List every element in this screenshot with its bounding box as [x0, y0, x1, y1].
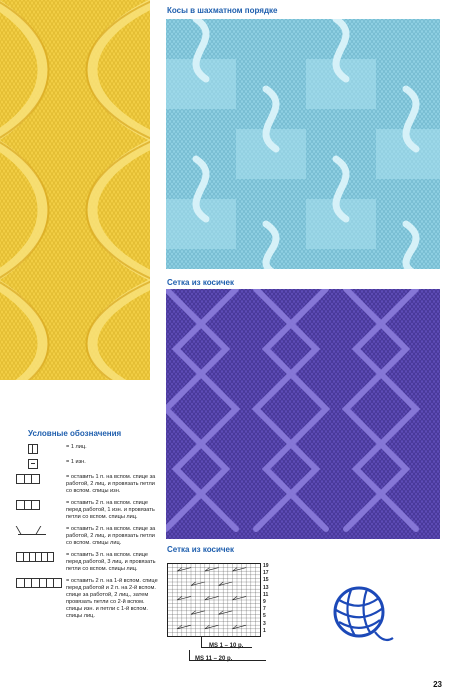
- legend-text: = оставить 2 п. на вспом. спице за работой, 2 лиц. и провязать петли со вспом. спицы лиц.: [66, 526, 156, 546]
- legend-title: Условные обозначения: [28, 429, 122, 438]
- cable-6-cross-symbol-icon: [16, 578, 62, 588]
- legend-item: [16, 459, 160, 469]
- legend-text: = 1 лиц.: [66, 444, 87, 450]
- chart-cable-cross-mark: [177, 568, 191, 572]
- chart-cable-cross-mark: [205, 568, 219, 572]
- ms-1-label: MS 1 – 10 р.: [209, 643, 244, 649]
- chart-grid: [167, 563, 261, 637]
- cable-2-left-symbol-icon: [16, 500, 40, 510]
- legend-text: = оставить 2 п. на 1-й вспом. спице перед работой и 2 п. на 2-й вспом. спице за работой, 2 лиц., затем провязать петли со 2-й вспом. спицы изн. и петли с 1-й вспом. спицы лиц.: [66, 578, 158, 619]
- legend-text: = оставить 1 п. на вспом. спице за работой, 2 лиц. и провязать петли со вспом. спицы изн.: [66, 474, 156, 494]
- chart-row-number: 19: [263, 563, 269, 569]
- section-title-cable-lattice-chart: Сетка из косичек: [167, 545, 234, 554]
- legend-item: [16, 474, 160, 495]
- blue-checkerboard-cable-photo: [166, 19, 440, 269]
- legend-text: = 1 изн.: [66, 459, 86, 465]
- legend-item: [16, 526, 160, 547]
- chart-row-numbers: [263, 563, 277, 635]
- chart-row-number: 17: [263, 570, 269, 577]
- legend-item: [16, 578, 160, 620]
- cable-4-cross-symbol-icon: [16, 552, 54, 562]
- stitch-legend: [16, 444, 160, 625]
- chart-cable-cross-mark: [219, 611, 233, 615]
- purl-stitch-symbol-icon: [28, 459, 38, 469]
- purple-cable-lattice-photo: [166, 289, 440, 539]
- section-title-checkerboard-cables: Косы в шахматном порядке: [167, 6, 278, 15]
- section-title-cable-lattice: Сетка из косичек: [167, 278, 234, 287]
- chart-row-number: 9: [263, 599, 266, 605]
- ms-2-label: MS 11 – 20 р.: [195, 656, 233, 662]
- chart-cable-cross-mark: [232, 568, 246, 572]
- chart-row-number: 11: [263, 591, 269, 598]
- legend-text: = оставить 3 п. на вспом. спице перед работой, 3 лиц. и провязать петли со вспом. спицы лиц.: [66, 552, 156, 572]
- chart-cable-cross-mark: [191, 611, 205, 615]
- legend-item: [16, 444, 160, 454]
- cable-2-right-symbol-icon: [16, 474, 40, 484]
- chart-row-number: 13: [263, 584, 269, 591]
- chart-cable-cross-mark: [205, 596, 219, 600]
- chart-row-number: 1: [263, 627, 266, 634]
- legend-item: [16, 500, 160, 521]
- chart-cable-cross-mark: [232, 596, 246, 600]
- chart-cable-cross-mark: [219, 582, 233, 586]
- chart-row-number: 5: [263, 613, 266, 620]
- chart-cable-cross-mark: [177, 596, 191, 600]
- chart-cable-cross-mark: [191, 582, 205, 586]
- chart-cable-cross-mark: [177, 625, 191, 629]
- legend-text: = оставить 2 п. на вспом. спице перед работой, 1 изн. и провязать петли со вспом. спицы лиц.: [66, 500, 155, 520]
- yarn-ball-icon: [323, 578, 395, 650]
- chart-row-number: 15: [263, 577, 269, 584]
- chart-row-number: 7: [263, 606, 266, 613]
- knitting-chart: [167, 563, 279, 641]
- knit-stitch-symbol-icon: [28, 444, 38, 454]
- chart-cable-cross-mark: [232, 625, 246, 629]
- cable-3-cross-symbol-icon: [18, 526, 46, 535]
- chart-cable-cross-mark: [205, 625, 219, 629]
- legend-item: [16, 552, 160, 573]
- chart-row-number: 3: [263, 620, 266, 627]
- yellow-cable-knit-photo: [0, 0, 150, 380]
- page-number: 23: [433, 680, 442, 689]
